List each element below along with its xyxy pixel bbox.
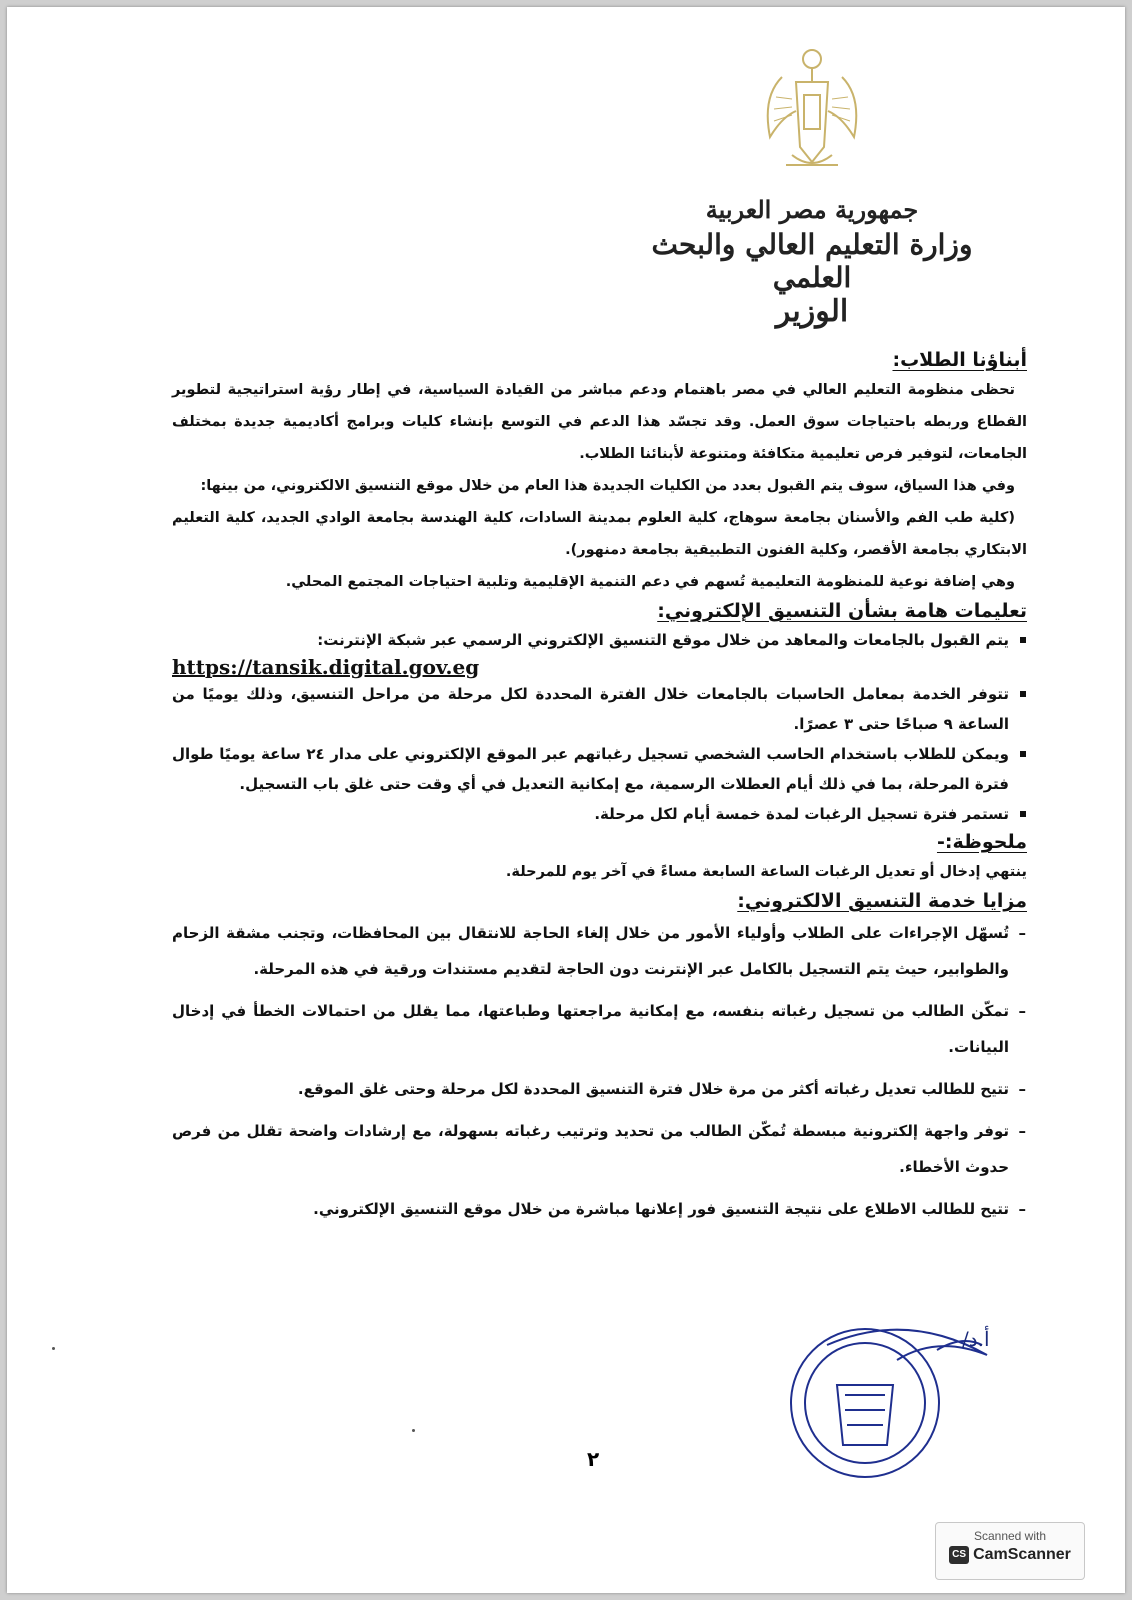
note-text: ينتهي إدخال أو تعديل الرغبات الساعة السابعة مساءً في آخر يوم للمرحلة. bbox=[505, 864, 1027, 880]
instruction-item: تستمر فترة تسجيل الرغبات لمدة خمسة أيام لكل مرحلة. bbox=[172, 799, 1009, 829]
scan-speck bbox=[412, 1429, 415, 1432]
feature-item: – تُسهّل الإجراءات على الطلاب وأولياء الأمور من خلال إلغاء الحاجة للانتقال بين المحافظات، وتجنب مشقة الزحام والطوابير، حيث يتم التسجيل بالكامل عبر الإنترنت دون الحاجة لتقديم مستندات ورقية في هذه المرحلة. bbox=[172, 915, 1009, 987]
feature-item: – تتيح للطالب الاطلاع على نتيجة التنسيق فور إعلانها مباشرة من خلال موقع التنسيق الإلكتروني. bbox=[172, 1191, 1009, 1227]
students-heading: أبناؤنا الطلاب: bbox=[892, 349, 1027, 371]
camscanner-watermark bbox=[935, 1522, 1085, 1580]
watermark-caption: Scanned with bbox=[973, 1529, 1047, 1543]
instruction-item: ويمكن للطلاب باستخدام الحاسب الشخصي تسجيل رغباتهم عبر الموقع الإلكتروني على مدار ٢٤ ساعة يوميًا طوال فترة المرحلة، بما في ذلك أيام العطلات الرسمية، مع إمكانية التعديل في أي وقت حتى غلق باب التسجيل. bbox=[172, 739, 1009, 799]
features-list bbox=[172, 915, 1027, 1227]
letter-body bbox=[172, 347, 1027, 1233]
republic-title: جمهورية مصر العربية bbox=[705, 195, 919, 224]
feature-item: – تمكّن الطالب من تسجيل رغباته بنفسه، مع إمكانية مراجعتها وطباعتها، مما يقلل من احتمالات الخطأ في إدخال البيانات. bbox=[172, 993, 1009, 1065]
tansik-url-link[interactable]: https://tansik.digital.gov.eg bbox=[172, 655, 480, 679]
intro-paragraph: وهي إضافة نوعية للمنظومة التعليمية تُسهم في دعم التنمية الإقليمية وتلبية احتياجات المجتمع المحلي. bbox=[285, 574, 1015, 590]
instructions-heading: تعليمات هامة بشأن التنسيق الإلكتروني: bbox=[657, 600, 1027, 622]
minister-title: الوزير bbox=[775, 294, 849, 329]
instruction-item: تتوفر الخدمة بمعامل الحاسبات بالجامعات خلال الفترة المحددة لكل مرحلة من مراحل التنسيق، وذلك يوميًا من الساعة ٩ صباحًا حتى ٣ عصرًا. bbox=[172, 679, 1009, 739]
features-heading: مزايا خدمة التنسيق الالكتروني: bbox=[737, 890, 1027, 912]
scan-speck bbox=[52, 1347, 55, 1350]
intro-paragraph: تحظى منظومة التعليم العالي في مصر باهتمام ودعم مباشر من القيادة السياسية، في إطار رؤية استراتيجية لتطوير القطاع وربطه باحتياجات سوق العمل. وقد تجسّد هذا الدعم في التوسع بإنشاء كليات وبرامج أكاديمية جديدة بمختلف الجامعات، لتوفير فرص تعليمية متكافئة ومتنوعة لأبنائنا الطلاب. bbox=[172, 382, 1027, 462]
feature-item: – توفر واجهة إلكترونية مبسطة تُمكّن الطالب من تحديد وترتيب رغباته بسهولة، مع إرشادات واضحة تقلل من فرص حدوث الأخطاء. bbox=[172, 1113, 1009, 1185]
signature-text: أ.د/ bbox=[962, 1327, 990, 1351]
document-page bbox=[7, 7, 1125, 1593]
intro-paragraph: وفي هذا السياق، سوف يتم القبول بعدد من الكليات الجديدة هذا العام من خلال موقع التنسيق الالكتروني، من بينها: bbox=[200, 478, 1015, 494]
watermark-brand-name: CamScanner bbox=[973, 1546, 1071, 1563]
eagle-emblem-icon bbox=[752, 37, 872, 177]
ministry-title: وزارة التعليم العالي والبحث العلمي bbox=[651, 228, 973, 294]
letterhead bbox=[647, 37, 977, 329]
note-heading: ملحوظة:- bbox=[936, 831, 1027, 853]
page-number: ٢ bbox=[587, 1447, 600, 1471]
signature-and-stamp bbox=[787, 1315, 1017, 1485]
new-colleges-list: (كلية طب الفم والأسنان بجامعة سوهاج، كلية العلوم بمدينة السادات، كلية الهندسة بجامعة الوادي الجديد، كلية التعليم الابتكاري بجامعة الأقصر، وكلية الفنون التطبيقية بجامعة دمنهور). bbox=[172, 510, 1027, 558]
instructions-list bbox=[172, 679, 1027, 829]
feature-item: – تتيح للطالب تعديل رغباته أكثر من مرة خلال فترة التنسيق المحددة لكل مرحلة وحتى غلق الموقع. bbox=[172, 1071, 1009, 1107]
instruction-item: يتم القبول بالجامعات والمعاهد من خلال موقع التنسيق الإلكتروني الرسمي عبر شبكة الإنترنت: bbox=[172, 625, 1009, 655]
instructions-list bbox=[172, 625, 1027, 655]
watermark-brand bbox=[936, 1546, 1084, 1564]
camscanner-logo-icon: CS bbox=[949, 1546, 969, 1564]
